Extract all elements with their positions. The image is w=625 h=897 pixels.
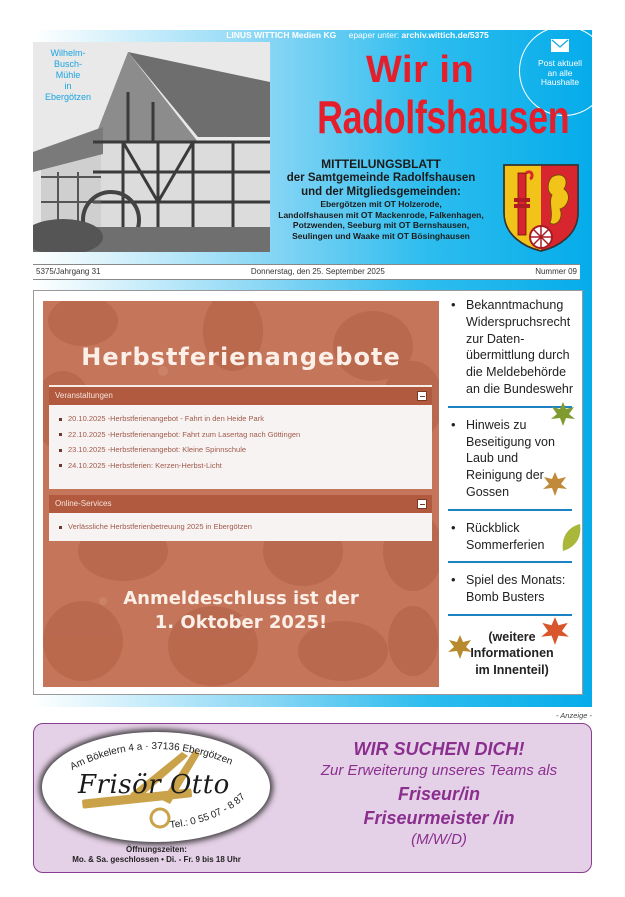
green-leaf-icon xyxy=(560,523,582,553)
member-line: Ebergötzen mit OT Holzerode, xyxy=(320,199,442,209)
opening-hours xyxy=(34,845,279,865)
member-line: Landolfshausen mit OT Mackenrode, Falkenhagen, xyxy=(278,209,484,220)
deadline-line: 1. Oktober 2025! xyxy=(154,612,328,633)
masthead-panel xyxy=(33,30,592,707)
panel-heading xyxy=(49,495,432,513)
herbstferien-promo-image[interactable] xyxy=(43,301,439,687)
business-name: Frisör Otto xyxy=(78,770,230,800)
caption-line: Mühle xyxy=(55,70,81,80)
job-gender-note: (M/W/D) xyxy=(411,831,467,848)
ad-phone: Tel.: 0 55 07 - 8 87 xyxy=(169,791,248,831)
envelope-icon xyxy=(551,39,569,52)
panel-online-services xyxy=(49,495,432,541)
panel-heading xyxy=(49,387,432,405)
post-badge-line: Haushalte xyxy=(540,77,580,87)
member-line: Potzwenden, Seeburg mit OT Bernshausen, xyxy=(292,220,470,230)
job-intro: Zur Erweiterung unseres Teams als xyxy=(320,762,558,779)
subtitle-heading: MITTEILUNGSBLATT xyxy=(321,157,441,171)
service-link[interactable]: Verlässliche Herbstferienbetreuung 2025 in Ebergötzen xyxy=(59,519,432,535)
mill-photo xyxy=(33,42,270,252)
publisher-name: LINUS WITTICH Medien KG xyxy=(226,30,337,40)
coat-of-arms-icon xyxy=(502,163,580,253)
cover-content xyxy=(33,290,583,695)
issue-date-bar xyxy=(33,264,580,280)
caption-line: Ebergötzen xyxy=(44,92,92,102)
topic-separator xyxy=(448,561,572,563)
collapse-icon[interactable] xyxy=(417,499,427,509)
ad-address: Am Bökelern 4 a · 37136 Ebergötzen xyxy=(68,740,235,773)
topic-item[interactable]: • Bekanntmachung Widerspruchsrecht zur Daten-übermittlung durch die Meldebehörde an die Bundeswehr xyxy=(448,297,576,398)
more-info-line: Informationen xyxy=(470,646,554,661)
svg-text:Am Bökelern 4 a · 37136 Ebergö xyxy=(69,741,235,773)
post-badge-line: an alle xyxy=(547,67,573,78)
job-offer xyxy=(289,738,589,850)
more-info-line: (weitere xyxy=(488,629,536,644)
member-line: Seulingen und Waake mit OT Bösinghausen xyxy=(292,230,470,241)
maple-leaf-icon xyxy=(542,471,568,497)
masthead-subtitle xyxy=(271,157,491,241)
event-link[interactable]: 23.10.2025 -Herbstferienangebot: Kleine Spinnschule xyxy=(59,442,432,458)
maple-leaf-icon xyxy=(550,401,576,427)
deadline-line: Anmeldeschluss ist der xyxy=(123,588,359,609)
panel-heading-label: Veranstaltungen xyxy=(55,391,113,400)
panel-heading-label: Online-Services xyxy=(55,499,112,508)
maple-leaf-icon xyxy=(446,634,474,660)
job-position: Friseurmeister /in xyxy=(363,808,515,828)
issue-nummer: Nummer 09 xyxy=(535,267,577,276)
masthead-title-line1: Wir in xyxy=(366,49,475,91)
topic-item[interactable]: • Hinweis zu Beseitigung von Laub und Reinigung der Gossen xyxy=(448,417,576,501)
masthead-title-line2: Radolfshausen xyxy=(317,91,570,143)
post-badge-line: Post aktuell xyxy=(538,58,582,68)
hours-title: Öffnungszeiten: xyxy=(126,845,187,854)
promo-title: Herbstferienangebote xyxy=(81,343,401,371)
epaper-link[interactable]: archiv.wittich.de/5375 xyxy=(401,30,489,40)
topic-item[interactable]: • Spiel des Monats: Bomb Busters xyxy=(448,572,576,606)
caption-line: in xyxy=(64,81,72,91)
caption-line: Wilhelm- xyxy=(50,48,86,58)
event-link[interactable]: 20.10.2025 -Herbstferienangebot - Fahrt in den Heide Park xyxy=(59,411,432,427)
event-link[interactable]: 24.10.2025 -Herbstferien: Kerzen-Herbst-Licht xyxy=(59,458,432,474)
caption-line: Busch- xyxy=(53,59,82,69)
topic-item[interactable]: • Rückblick Sommerferien xyxy=(448,520,576,554)
event-link[interactable]: 22.10.2025 -Herbstferienangebot: Fahrt zum Lasertag nach Göttingen xyxy=(59,427,432,443)
issue-date: Donnerstag, den 25. September 2025 xyxy=(250,267,385,276)
more-info-line: im Innenteil) xyxy=(475,662,549,677)
job-position: Friseur/in xyxy=(397,784,481,804)
issue-number: 5375/Jahrgang 31 xyxy=(36,267,101,276)
registration-deadline xyxy=(43,587,439,635)
subtitle-line: der Samtgemeinde Radolfshausen xyxy=(286,172,476,184)
hairdresser-advertisement[interactable] xyxy=(33,723,592,873)
photo-caption xyxy=(35,48,101,103)
topic-separator xyxy=(448,509,572,511)
publisher-line xyxy=(33,30,592,42)
ad-label: - Anzeige - xyxy=(556,711,592,720)
panel-veranstaltungen xyxy=(49,385,432,489)
collapse-icon[interactable] xyxy=(417,391,427,401)
frisoer-otto-logo xyxy=(42,732,270,842)
job-headline: WIR SUCHEN DICH! xyxy=(353,739,525,759)
epaper-label: epaper unter: xyxy=(348,30,400,40)
hours-text: Mo. & Sa. geschlossen • Di. - Fr. 9 bis 18 Uhr xyxy=(72,855,241,864)
maple-leaf-icon xyxy=(539,616,571,646)
subtitle-line: und der Mitgliedsgemeinden: xyxy=(301,186,461,198)
